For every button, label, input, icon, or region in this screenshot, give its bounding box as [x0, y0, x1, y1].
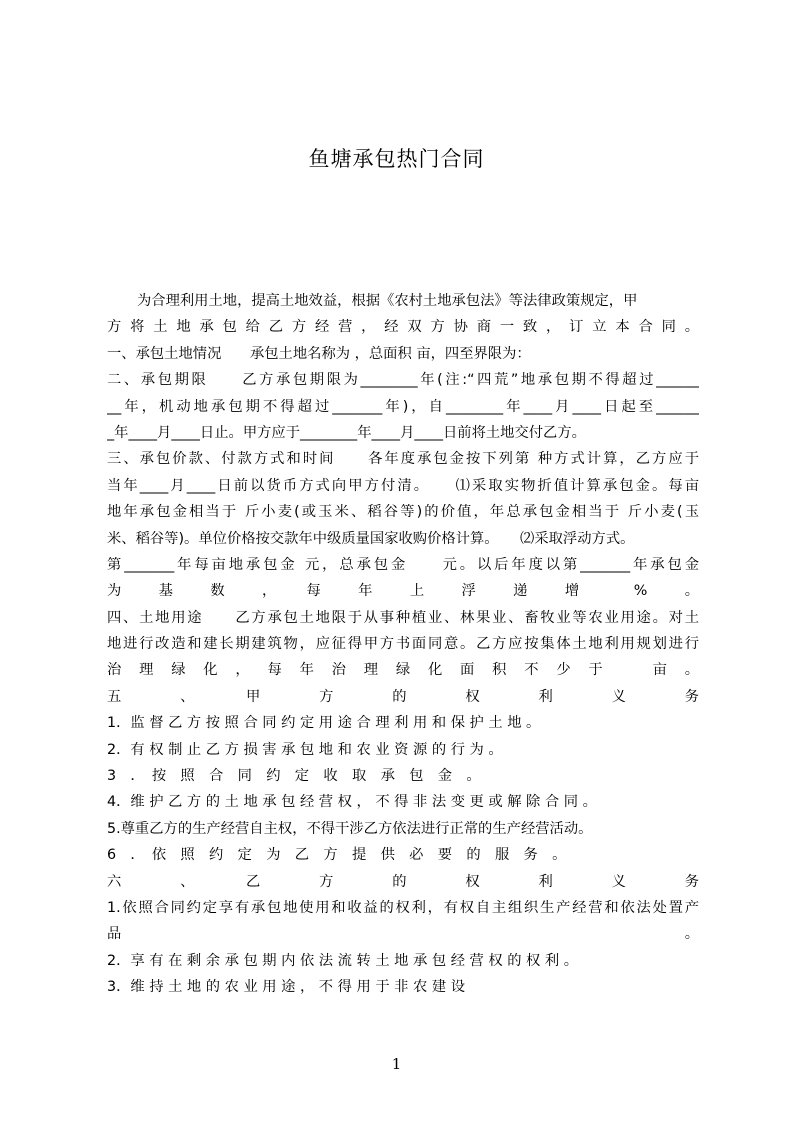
- section-3-heading-line: 三、承包价款、付款方式和时间 各年度承包金按下列第 种方式计算，乙方应于: [107, 451, 699, 468]
- list-item: 2．有 权 制 止 乙 方 损 害 承 包 地 和 农 业 资 源 的 行 为 。: [107, 741, 503, 758]
- section-2-heading-line: 二、承包期限 乙方承包期限为________年(注:“四荒”地承包期不得超过______: [107, 372, 699, 389]
- section-4-heading-line: 四、土地用途 乙方承包土地限于从事种植业、林果业、畜牧业等农业用途。对土: [107, 609, 699, 626]
- section-6-heading: 六 、 乙 方 的 权 利 义 务: [107, 873, 699, 890]
- list-item: 1.依照合同约定享有承包地使用和收益的权利，有权自主组织生产经营和依法处置产: [107, 899, 699, 916]
- section-1-heading-line: 一、承包土地情况 承包土地名称为 ，总面积 亩，四至界限为：: [107, 345, 531, 362]
- paragraph-line: 为合理利用土地，提高土地效益，根据《农村土地承包法》等法律政策规定，甲: [137, 293, 638, 309]
- paragraph-line: 治 理 绿 化 ， 每 年 治 理 绿 化 面 积 不 少 于 亩 。: [107, 662, 699, 679]
- page-number: 1: [391, 1055, 402, 1073]
- list-item-continuation: 品 。: [107, 926, 699, 943]
- list-item: 5.尊重乙方的生产经营自主权，不得干涉乙方依法进行正常的生产经营活动。: [107, 820, 593, 837]
- paragraph-line: _年____月____日止。甲方应于________年____月____日前将土地交付乙方。: [107, 424, 586, 441]
- list-item: 3 ． 按 照 合 同 约 定 收 取 承 包 金 。: [107, 768, 481, 785]
- paragraph-line: 米、稻谷等)。单位价格按交款年中级质量国家收购价格计算。 ⑵采取浮动方式。: [107, 530, 635, 547]
- paragraph-line: __年，机动地承包期不得超过_______年)，自________年____月____日起至______: [107, 398, 699, 415]
- list-item: 6 ． 依 照 约 定 为 乙 方 提 供 必 要 的 服 务 。: [107, 847, 567, 864]
- document-title: 鱼塘承包热门合同: [308, 147, 485, 171]
- paragraph-line: 当年____月____日前以货币方式向甲方付清。 ⑴采取实物折值计算承包金。每亩: [107, 477, 699, 494]
- list-item: 1．监 督 乙 方 按 照 合 同 约 定 用 途 合 理 利 用 和 保 护 土 地 。: [107, 715, 541, 732]
- section-5-heading: 五 、 甲 方 的 权 利 义 务: [107, 688, 699, 705]
- paragraph-line: 第_______年每亩地承包金 元，总承包金 元。以后年度以第_______年承包金: [107, 556, 699, 573]
- document-body: [107, 288, 699, 1001]
- paragraph-line: 地进行改造和建长期建筑物，应征得甲方书面同意。乙方应按集体土地利用规划进行: [107, 636, 699, 653]
- list-item: 2．享 有 在 剩 余 承 包 期 内 依 法 流 转 土 地 承 包 经 营 权 的 权 利 。: [107, 952, 579, 969]
- list-item: 3．维 持 土 地 的 农 业 用 途 ， 不 得 用 于 非 农 建 设: [107, 979, 465, 996]
- paragraph-line: 地年承包金相当于 斤小麦(或玉米、稻谷等)的价值，年总承包金相当于 斤小麦(玉: [107, 504, 699, 521]
- list-item: 4．维 护 乙 方 的 土 地 承 包 经 营 权 ， 不 得 非 法 变 更 或 解 除 合 同 。: [107, 794, 597, 811]
- paragraph-line: 为 基 数 ， 每 年 上 浮 递 增 % 。: [107, 583, 699, 600]
- paragraph-line: 方 将 土 地 承 包 给 乙 方 经 营 ， 经 双 方 协 商 一 致 ， 订 立 本 合 同 。: [107, 319, 699, 336]
